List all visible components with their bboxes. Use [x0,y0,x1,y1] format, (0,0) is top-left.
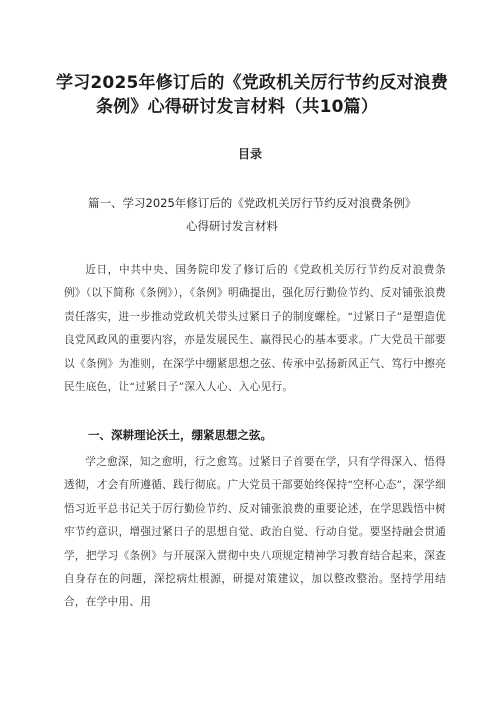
document-title-line-2: 条例》心得研讨发言材料（共10篇） [96,97,379,117]
body-paragraph-2: 学之愈深，知之愈明，行之愈笃。过紧日子首要在学，只有学得深入、悟得透彻，才会有所遵循、践行彻底。广大党员干部要始终保持“空杯心态”，深学细悟习近平总书记关于厉行勤俭节约、反对铺张浪费的重要论述，在学思践悟中树牢节约意识，增强过紧日子的思想自觉、政治自觉、行动自觉。要坚持融会贯通学，把学习《条例》与开展深入贯彻中央八项规定精神学习教育结合起来，深查自身存在的问题，深挖病灶根源，研提对策建议，加以整改整治。坚持学用结合，在学中用、用 [64,456,446,609]
document-title-line-1: 学习2025年修订后的《党政机关厉行节约反对浪费 [56,73,449,93]
toc-label: 目录 [237,147,262,161]
section-title-line-1: 篇一、学习2025年修订后的《党政机关厉行节约反对浪费条例》 [88,196,417,210]
body-paragraph-1: 近日，中共中央、国务院印发了修订后的《党政机关厉行节约反对浪费条例》（以下简称《条例》），《条例》明确提出，强化厉行勤俭节约、反对铺张浪费责任落实，进一步推动党政机关带头过紧日子的制度螺栓。“过紧日子”是塑造优良党风政风的重要内容，亦是发展民生、赢得民心的基本要求。广大党员干部要以《条例》为准则，在深学中绷紧思想之弦、传承中弘扬新风正气、笃行中擦亮民生底色，让“过紧日子”深入人心、入心见行。 [64,264,446,394]
section-heading-1: 一、深耕理论沃土，绷紧思想之弦。 [88,428,272,442]
section-title-line-2: 心得研讨发言材料 [186,219,278,233]
